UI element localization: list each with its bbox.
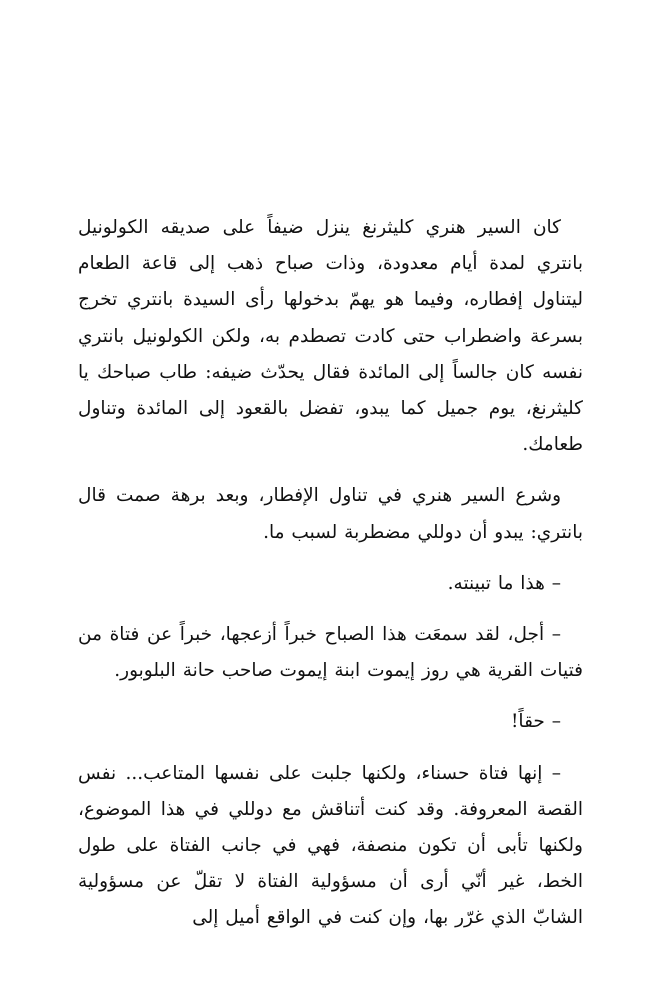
- dialogue-line: – إنها فتاة حسناء، ولكنها جلبت على نفسها المتاعب... نفس القصة المعروفة. وقد كنت أتناقش مع دوللي في هذا الموضوع، ولكنها تأبى أن تكون منصفة، فهي في جانب الفتاة على طول الخط، غير أنّي أرى أن مسؤولية الفتاة لا تقلّ عن مسؤولية الشابّ الذي غرّر بها، وإن كنت في الواقع أميل إلى: [78, 762, 583, 929]
- body-text: [78, 210, 583, 937]
- paragraph-opening: كان السير هنري كليثرنغ ينزل ضيفاً على صديقه الكولونيل بانتري لمدة أيام معدودة، وذات صباح ذهب إلى قاعة الطعام ليتناول إفطاره، وفيما هو يهمّ بدخولها رأى السيدة بانتري تخرج بسرعة واضطراب حتى كادت تصطدم به، ولكن الكولونيل بانتري نفسه كان جالساً إلى المائدة فقال يحدّث ضيفه: طاب صباحك يا كليثرنغ، يوم جميل كما يبدو، تفضل بالقعود إلى المائدة وتناول طعامك.: [78, 217, 583, 456]
- dialogue-line: – هذا ما تبينته.: [447, 572, 561, 594]
- dialogue-line: – أجل، لقد سمعَت هذا الصباح خبراً أزعجها، خبراً عن فتاة من فتيات القرية هي روز إيموت ابنة إيموت صاحب حانة البلوبور.: [78, 624, 583, 682]
- paragraph-breakfast: وشرع السير هنري في تناول الإفطار، وبعد برهة صمت قال بانتري: يبدو أن دوللي مضطربة لسبب ما.: [78, 485, 583, 543]
- dialogue-line: – حقاً!: [511, 711, 561, 733]
